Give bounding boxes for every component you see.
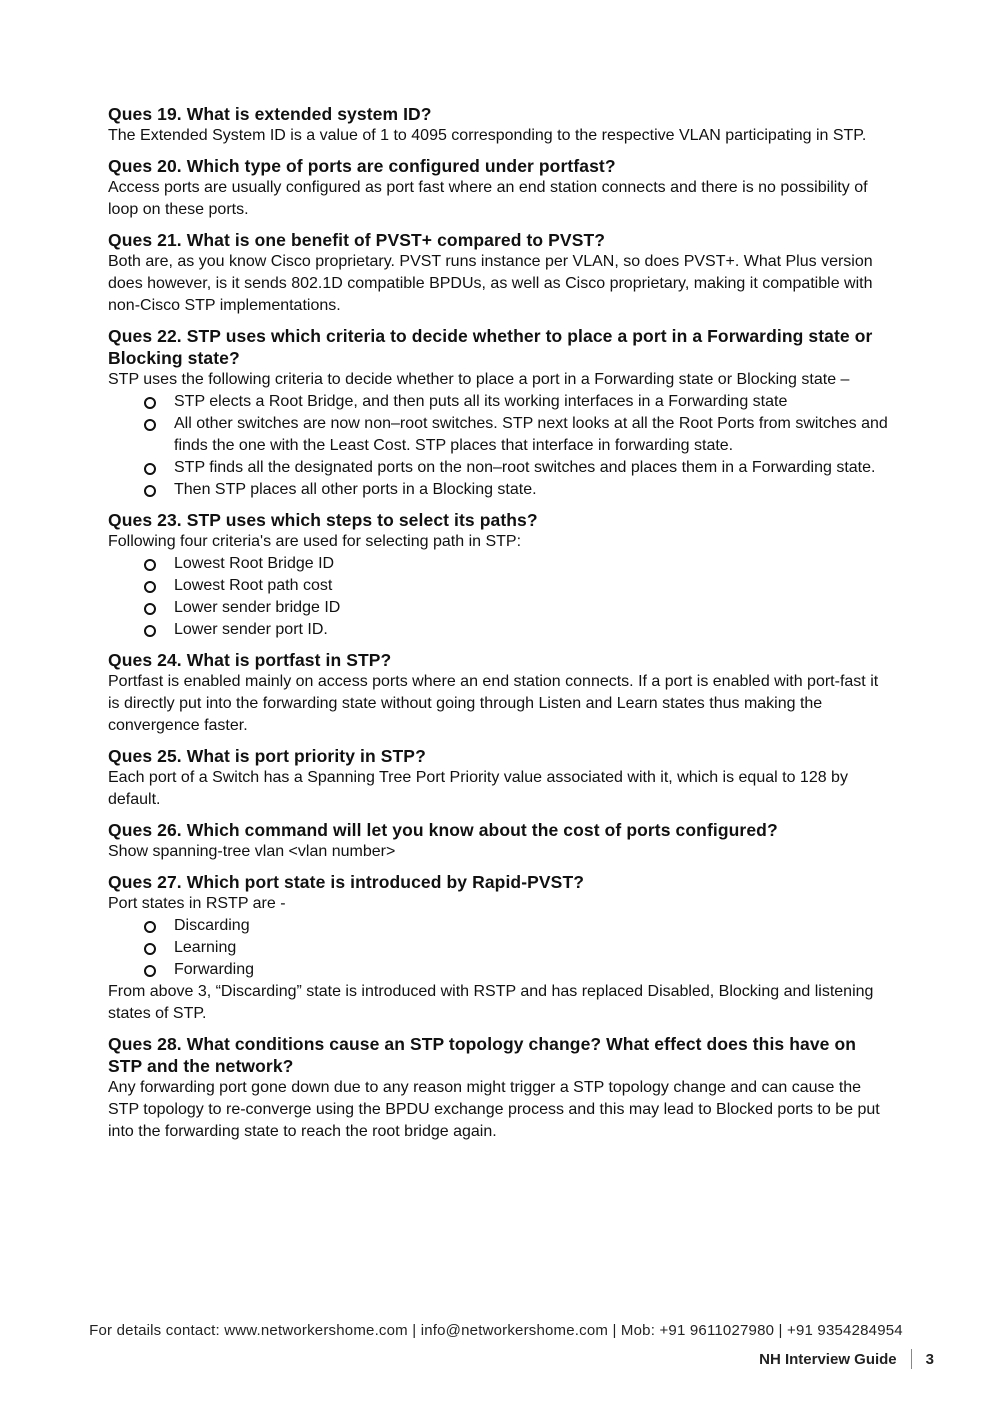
answer-text: Any forwarding port gone down due to any reason might trigger a STP topology change and can cause the STP topology to re-converge using the BPDU exchange process and this may lead to Blocked ports to be put into the forwarding state to reach the root bridge again.: [108, 1079, 880, 1140]
question-28: [108, 1033, 892, 1143]
question-22: [108, 325, 892, 501]
document-body: [108, 103, 892, 1151]
question-26: [108, 819, 892, 863]
footer-guide: [759, 1349, 934, 1369]
page-number: 3: [925, 1350, 934, 1368]
answer-text: The Extended System ID is a value of 1 to 4095 corresponding to the respective VLAN participating in STP.: [108, 127, 867, 144]
question-title: Ques 24. What is portfast in STP?: [108, 650, 392, 670]
bullet-list: [108, 391, 892, 501]
answer-text: Access ports are usually configured as port fast where an end station connects and there is no possibility of loop on these ports.: [108, 179, 868, 218]
question-title: Ques 26. Which command will let you know about the cost of ports configured?: [108, 820, 778, 840]
question-title: Ques 23. STP uses which steps to select its paths?: [108, 510, 538, 530]
footer-contact: For details contact: www.networkershome.com | info@networkershome.com | Mob: +91 9611027980 | +91 9354284954: [89, 1322, 903, 1339]
bullet-list: [108, 553, 892, 641]
question-20: [108, 155, 892, 221]
question-title: Ques 28. What conditions cause an STP topology change? What effect does this have on STP and the network?: [108, 1034, 857, 1076]
question-25: [108, 745, 892, 811]
list-item: STP elects a Root Bridge, and then puts all its working interfaces in a Forwarding state: [144, 391, 892, 413]
answer-text: Port states in RSTP are -: [108, 895, 286, 912]
question-title: Ques 20. Which type of ports are configured under portfast?: [108, 156, 616, 176]
list-item: All other switches are now non–root switches. STP next looks at all the Root Ports from switches and finds the one with the Least Cost. STP places that interface in forwarding state.: [144, 413, 892, 457]
list-item: Lower sender bridge ID: [144, 597, 892, 619]
answer-text: Each port of a Switch has a Spanning Tree Port Priority value associated with it, which is equal to 128 by default.: [108, 769, 848, 808]
answer-text: STP uses the following criteria to decide whether to place a port in a Forwarding state or Blocking state –: [108, 371, 850, 388]
answer-text: Show spanning-tree vlan <vlan number>: [108, 843, 396, 860]
list-item: Forwarding: [144, 959, 892, 981]
answer-text: Following four criteria's are used for selecting path in STP:: [108, 533, 522, 550]
question-21: [108, 229, 892, 317]
answer-followup-text: From above 3, “Discarding” state is introduced with RSTP and has replaced Disabled, Blocking and listening states of STP.: [108, 983, 874, 1022]
list-item: Lowest Root path cost: [144, 575, 892, 597]
question-23: [108, 509, 892, 641]
question-title: Ques 27. Which port state is introduced by Rapid-PVST?: [108, 872, 585, 892]
question-24: [108, 649, 892, 737]
question-27: [108, 871, 892, 1025]
question-title: Ques 21. What is one benefit of PVST+ compared to PVST?: [108, 230, 606, 250]
footer-divider: [911, 1349, 912, 1369]
list-item: Discarding: [144, 915, 892, 937]
list-item: Lower sender port ID.: [144, 619, 892, 641]
list-item: STP finds all the designated ports on the non–root switches and places them in a Forwarding state.: [144, 457, 892, 479]
list-item: Lowest Root Bridge ID: [144, 553, 892, 575]
question-19: [108, 103, 892, 147]
bullet-list: [108, 915, 892, 981]
guide-title: NH Interview Guide: [759, 1350, 897, 1368]
question-title: Ques 22. STP uses which criteria to decide whether to place a port in a Forwarding state or Blocking state?: [108, 326, 873, 368]
question-title: Ques 19. What is extended system ID?: [108, 104, 432, 124]
list-item: Then STP places all other ports in a Blocking state.: [144, 479, 892, 501]
answer-text: Portfast is enabled mainly on access ports where an end station connects. If a port is enabled with port-fast it is directly put into the forwarding state without going through Listen and Learn states thus making the convergence faster.: [108, 673, 879, 734]
answer-text: Both are, as you know Cisco proprietary. PVST runs instance per VLAN, so does PVST+. What Plus version does however, is it sends 802.1D compatible BPDUs, as well as Cisco proprietary, making it compatible with non-Cisco STP implementations.: [108, 253, 873, 314]
list-item: Learning: [144, 937, 892, 959]
question-title: Ques 25. What is port priority in STP?: [108, 746, 426, 766]
